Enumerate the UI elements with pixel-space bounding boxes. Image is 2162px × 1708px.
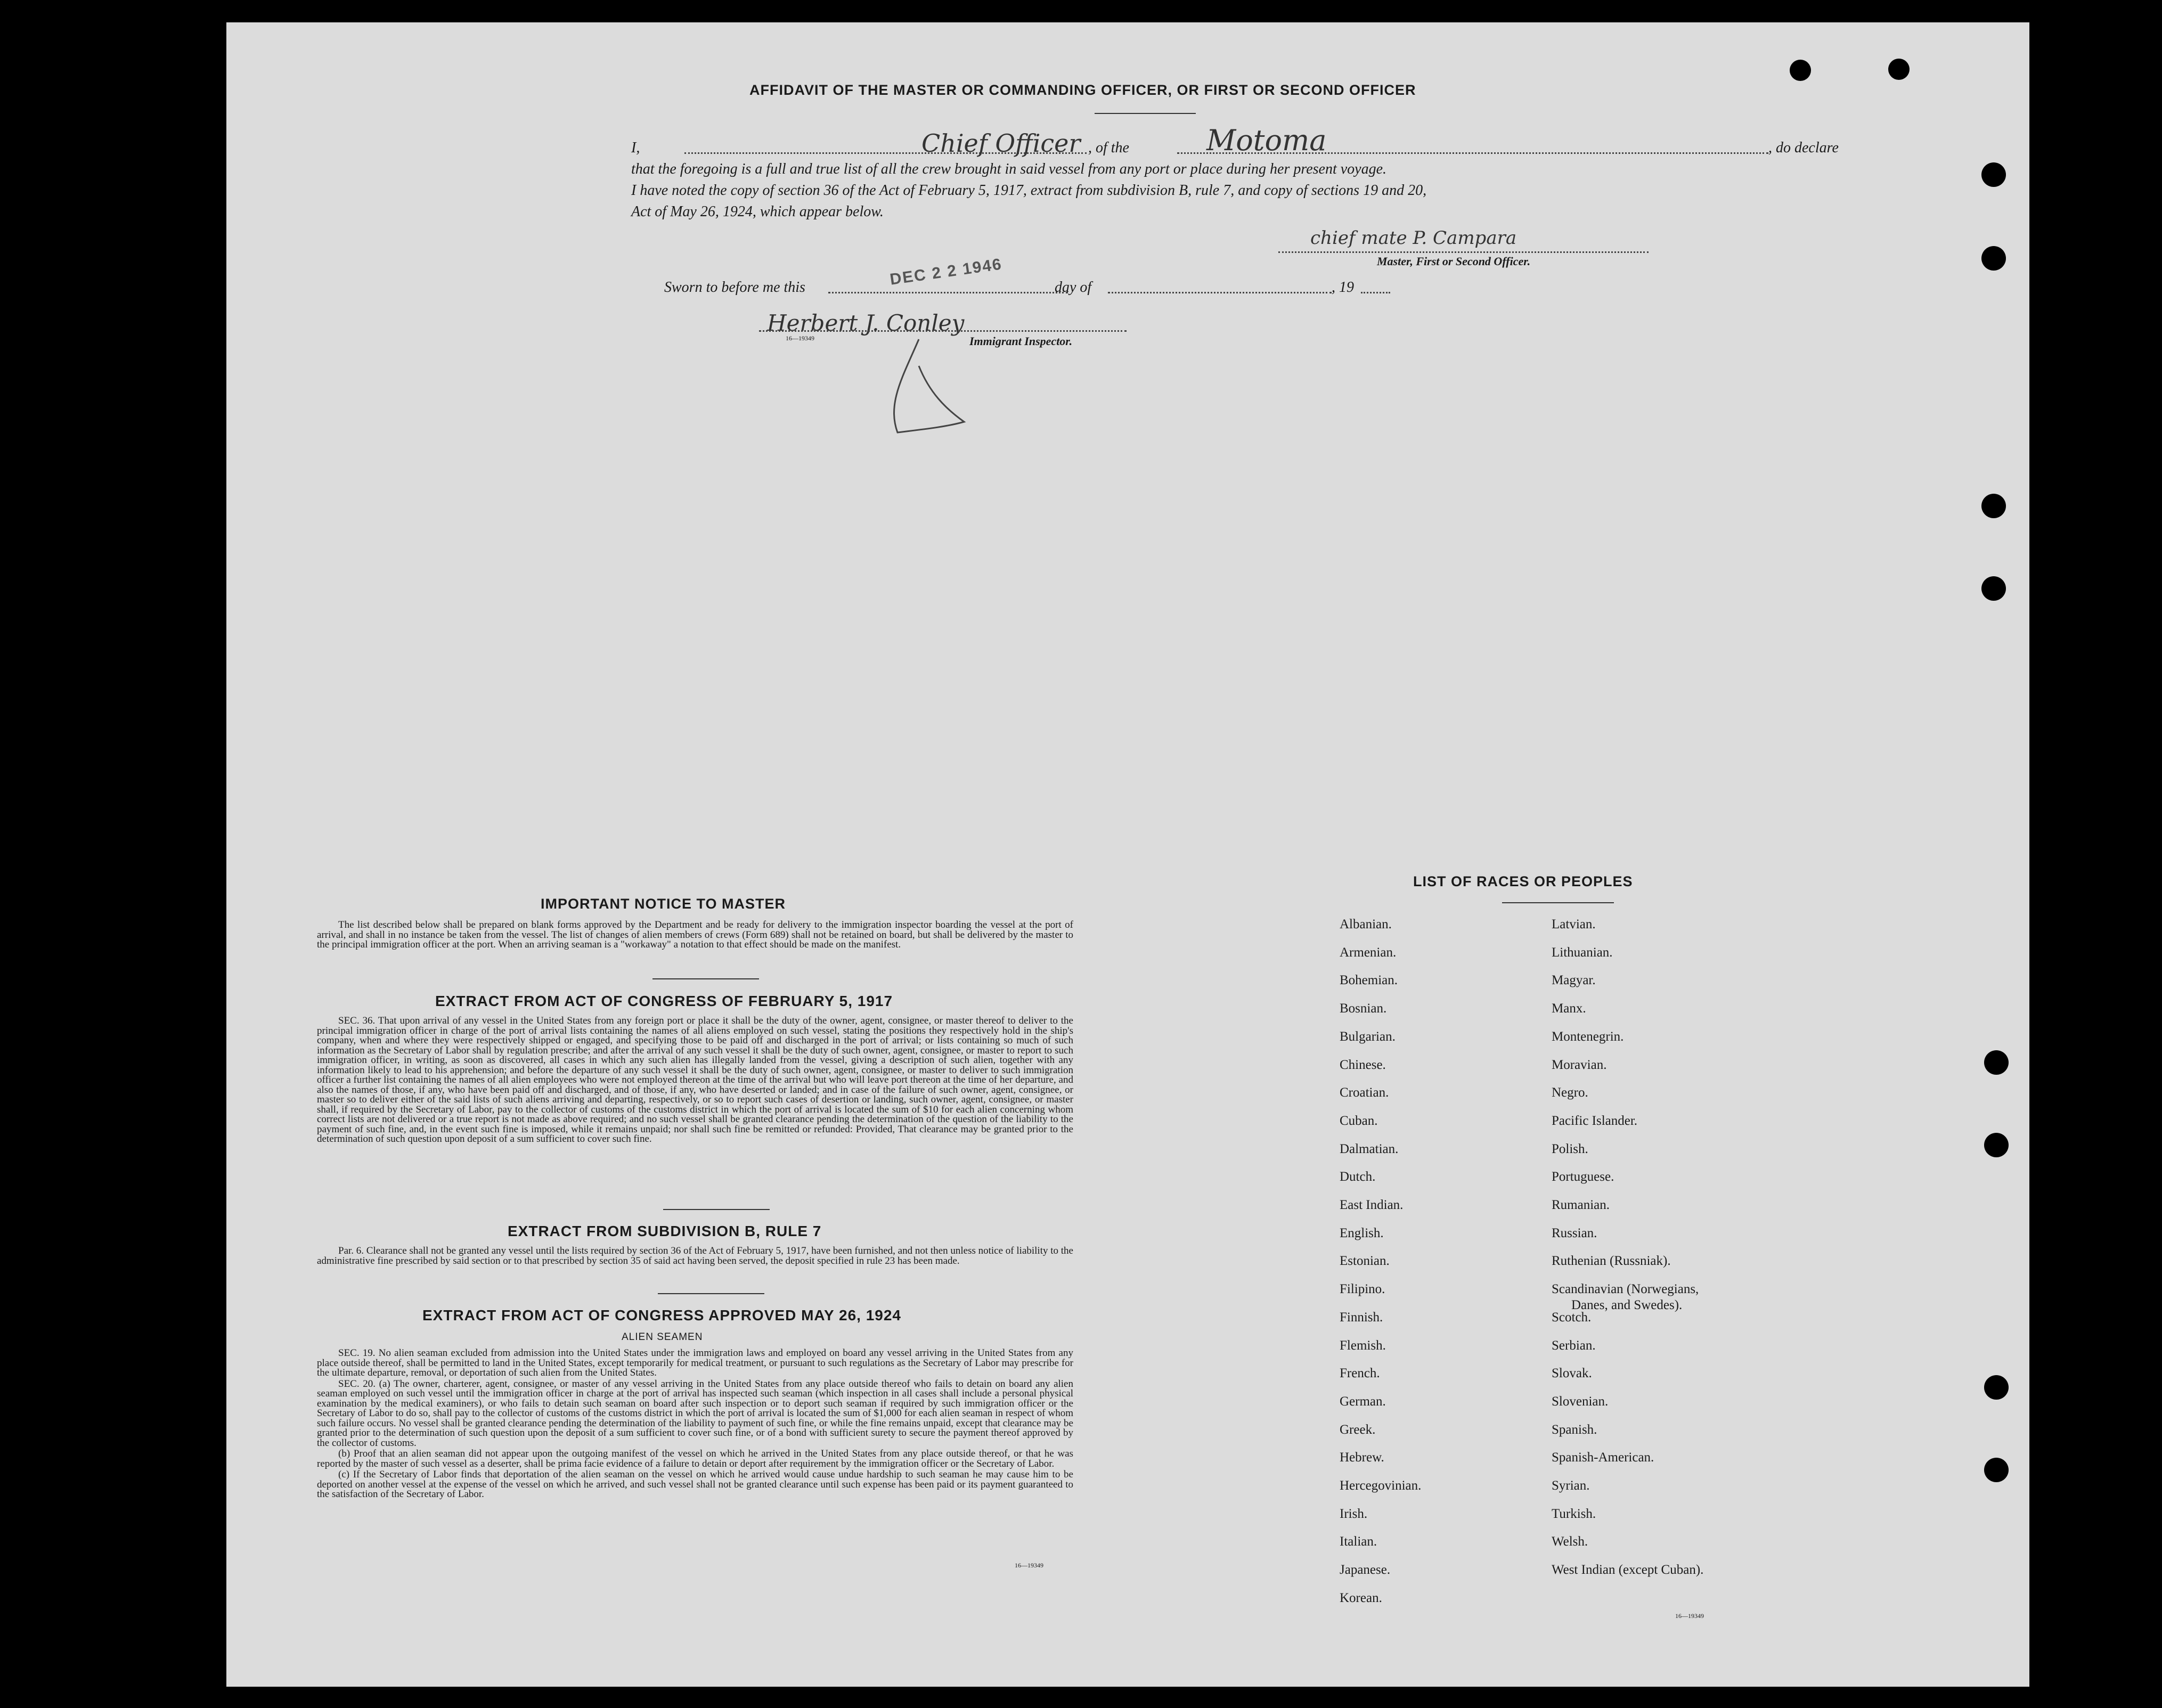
race-item: Magyar. [1552,973,1596,988]
extract-rule-7-title: EXTRACT FROM SUBDIVISION B, RULE 7 [508,1223,822,1239]
race-item: Spanish. [1552,1422,1597,1437]
race-item: Armenian. [1340,945,1397,960]
notice-title: IMPORTANT NOTICE TO MASTER [541,896,786,912]
vessel-name-handwritten: Motoma [1206,124,1327,157]
affidavit-of-the: , of the [1088,140,1129,156]
section-rule [1502,902,1614,903]
race-item: Filipino. [1340,1282,1385,1297]
signature-flourish [855,334,972,440]
race-item: Manx. [1552,1001,1586,1016]
form-number: 16—19349 [1675,1612,1704,1620]
race-item: Dalmatian. [1340,1141,1399,1156]
affidavit-line-4: Act of May 26, 1924, which appear below. [631,203,884,220]
race-item: Slovenian. [1552,1394,1609,1409]
race-item: Flemish. [1340,1338,1386,1353]
year-label: , 19 [1332,279,1354,296]
race-item: Polish. [1552,1141,1588,1156]
sworn-label: Sworn to before me this [664,279,805,296]
affidavit-title: AFFIDAVIT OF THE MASTER OR COMMANDING OFFICER, OR FIRST OR SECOND OFFICER [749,82,1416,98]
race-item: Italian. [1340,1534,1377,1549]
punch-hole [1984,1050,2009,1075]
race-item: Hebrew. [1340,1450,1384,1465]
section-rule [663,1209,770,1210]
race-item: Finnish. [1340,1310,1383,1325]
race-item: Ruthenian (Russniak). [1552,1254,1671,1269]
race-item: Negro. [1552,1085,1588,1100]
punch-hole [1981,576,2006,601]
punch-hole [1981,162,2006,187]
extract-1917-text [317,1016,1073,1145]
race-item: Syrian. [1552,1478,1590,1493]
signature-caption: Master, First or Second Officer. [1377,255,1531,268]
race-item: Chinese. [1340,1057,1386,1072]
year-line [1361,292,1390,293]
extract-1924-title: EXTRACT FROM ACT OF CONGRESS APPROVED MAY 26, 1924 [422,1307,901,1323]
race-item: East Indian. [1340,1198,1404,1212]
sec-19-paragraph: SEC. 19. No alien seaman excluded from admission into the United States under the immigration laws and employed on board any vessel arriving in the United States from any place outside thereof, shall be permitted to land in the United States, except temporarily for medical treatment, or pursuant to such regulations as the Secretary of Labor may prescribe for the ultimate departure, removal, or deportation of such alien from the United States. [317,1347,1073,1378]
race-item: Greek. [1340,1422,1376,1437]
master-signature-handwritten: chief mate P. Campara [1310,227,1517,249]
race-item: German. [1340,1394,1386,1409]
race-item: Lithuanian. [1552,945,1613,960]
race-item: Cuban. [1340,1113,1378,1128]
race-item: Dutch. [1340,1170,1376,1184]
race-item: Albanian. [1340,917,1392,931]
sec-36-paragraph: SEC. 36. That upon arrival of any vessel in the United States from any foreign port or place it shall be the duty of the owner, agent, consignee, or master thereof to deliver to the principal immigration officer in charge of the port of arrival lists containing the names of all aliens employed on such vessel, stating the positions they respectively hold in the ship's company, when and where they were respectively shipped or engaged, and specifying those to be paid off and discharged in the port of arrival; or lists containing so much of such information as the Secretary of Labor shall by regulation prescribe; and after the arrival of any such vessel it shall be the duty of such owner, agent, consignee, or master to report to such immigration officer, in writing, as soon as discovered, all cases in which any such alien has illegally landed from the vessel, giving a description of such alien, together with any information likely to lead to his apprehension; and before the departure of any such vessel it shall be the duty of such owner, agent, consignee, or master to deliver to such immigration officer a further list containing the names of all alien employees who were not employed thereon at the time of the arrival but who will leave port thereon at the time of her departure, and also the names of those, if any, who have been paid off and discharged, and of those, if any, who have deserted or landed; and in case of the failure of such owner, agent, consignee, or master so to deliver either of the said lists of such aliens arriving and departing, respectively, or so to report such cases of desertion or landing, such owner, agent, consignee, or master shall, if required by the Secretary of Labor, pay to the collector of customs of the customs district in which the port of arrival is located the sum of $10 for each alien concerning whom correct lists are not delivered or a true report is not made as above required; and no such vessel shall be granted clearance pending the determination of the question of the liability to the payment of such fine, and, in the event such fine is imposed, while it remains unpaid; nor shall such fine be remitted or refunded: Provided, That clearance may be granted prior to the determination of such question upon deposit of a sum sufficient to cover such fine. [317,1015,1073,1145]
punch-hole [1888,59,1910,80]
extract-1917-title: EXTRACT FROM ACT OF CONGRESS OF FEBRUARY 5, 1917 [435,993,893,1009]
race-item: Bosnian. [1340,1001,1387,1016]
extract-rule-7-text [317,1246,1073,1266]
race-item: Hercegovinian. [1340,1478,1422,1493]
notice-text [317,920,1073,950]
race-item: Slovak. [1552,1366,1592,1381]
officer-name-handwritten: Chief Officer [921,129,1081,158]
race-item: Scotch. [1552,1310,1592,1325]
punch-hole [1984,1133,2009,1157]
punch-hole [1984,1458,2009,1482]
race-item: Latvian. [1552,917,1596,931]
race-item: Rumanian. [1552,1198,1610,1212]
races-title: LIST OF RACES OR PEOPLES [1413,873,1633,889]
inspector-signature-handwritten: Herbert J. Conley [767,310,965,336]
sec-20c-paragraph: (c) If the Secretary of Labor finds that deportation of the alien seaman on the vessel on which he arrived would cause undue hardship to such seaman he may cause him to be deported on another vessel at the expense of the vessel on which he arrived, and such vessel shall not be granted clearance until such expense has been paid or its payment guaranteed to the satisfaction of the Secretary of Labor. [317,1469,1073,1500]
inspector-caption: Immigrant Inspector. [969,334,1073,348]
race-item: Japanese. [1340,1563,1391,1578]
race-item: Serbian. [1552,1338,1596,1353]
race-item: Bulgarian. [1340,1029,1396,1044]
race-item: French. [1340,1366,1380,1381]
form-page [226,22,2029,1687]
par-6-paragraph: Par. 6. Clearance shall not be granted any vessel until the lists required by section 36 of the Act of February 5, 1917, have been furnished, and not then unless notice of liability to the administrative fine prescribed by said section or to that prescribed by section 35 of said act having been served, the deposit specified in rule 23 has been made. [317,1245,1073,1266]
race-item: Russian. [1552,1225,1597,1240]
race-item: Danes, and Swedes). [1571,1298,1683,1313]
race-item: Korean. [1340,1590,1382,1605]
affidavit-do-declare: , do declare [1768,140,1839,156]
punch-hole [1984,1375,2009,1400]
alien-seamen-subtitle: ALIEN SEAMEN [622,1331,703,1343]
day-of-label: day of [1055,279,1092,296]
race-item: English. [1340,1225,1384,1240]
race-item: Spanish-American. [1552,1450,1654,1465]
signature-line [1278,251,1649,253]
notice-paragraph: The list described below shall be prepared on blank forms approved by the Department and be ready for delivery to the immigration inspector boarding the vessel at the port of arrival, and shall in no instance be taken from the vessel. The list of changes of alien members of crews (Form 689) shall not be retained on board, but shall be delivered by the master to the principal immigration officer at the port. When an arriving seaman is a "workaway" a notation to that effect should be made on the manifest. [317,919,1073,950]
date-stamp: DEC 2 2 1946 [888,255,1004,289]
race-item: Croatian. [1340,1085,1389,1100]
title-rule [1095,113,1196,114]
sec-20b-paragraph: (b) Proof that an alien seaman did not appear upon the outgoing manifest of the vessel on which he arrived in the United States from any place outside thereof, or that he was reported by the master of such vessel as a deserter, shall be prima facie evidence of a failure to detain or deport after requirement by the immigration officer or the Secretary of Labor. [317,1448,1073,1469]
race-item: Estonian. [1340,1254,1390,1269]
month-line [1108,292,1332,293]
affidavit-line-3: I have noted the copy of section 36 of the Act of February 5, 1917, extract from subdivision B, rule 7, and copy of sections 19 and 20, [631,182,1427,199]
race-item: Moravian. [1552,1057,1607,1072]
race-item: West Indian (except Cuban). [1552,1563,1704,1578]
race-item: Welsh. [1552,1534,1588,1549]
inspector-line [759,330,1127,332]
race-item: Bohemian. [1340,973,1398,988]
sworn-date-line [828,292,1068,293]
race-item: Portuguese. [1552,1170,1614,1184]
race-item: Pacific Islander. [1552,1113,1638,1128]
form-number: 16—19349 [1015,1562,1043,1569]
punch-hole [1981,494,2006,518]
section-rule [658,1293,764,1294]
race-item: Scandinavian (Norwegians, [1552,1282,1699,1297]
sec-20a-paragraph: SEC. 20. (a) The owner, charterer, agent, consignee, or master of any vessel arriving in the United States from any place outside thereof who fails to detain on board any alien seaman employed on such vessel until the immigration officer in charge at the port of arrival has inspected such seaman (which inspection in all cases shall include a personal physical examination by the medical examiners), or who fails to detain such seaman on board after such inspection or to deport such seaman if required by such immigration officer or the Secretary of Labor to do so, shall pay to the collector of customs of the customs district in which the port of arrival is located the sum of $1,000 for each alien seaman in respect of whom such failure occurs. No vessel shall be granted clearance pending the determination of the liability to payment of such fine, or while the fine remains unpaid, except that clearance may be granted prior to the determination of such question upon the deposit of a sum sufficient to cover such fine, or of a bond with sufficient surety to secure the payment thereof approved by the collector of customs. [317,1378,1073,1449]
form-number: 16—19349 [786,334,814,342]
section-rule [652,978,759,979]
punch-hole [1981,246,2006,271]
race-item: Irish. [1340,1506,1368,1521]
race-item: Turkish. [1552,1506,1596,1521]
race-item: Montenegrin. [1552,1029,1624,1044]
affidavit-pre-name: I, [631,140,640,156]
extract-1924-text [317,1349,1073,1500]
punch-hole [1790,60,1811,81]
affidavit-line-2: that the foregoing is a full and true list of all the crew brought in said vessel from any port or place during her present voyage. [631,161,1387,177]
